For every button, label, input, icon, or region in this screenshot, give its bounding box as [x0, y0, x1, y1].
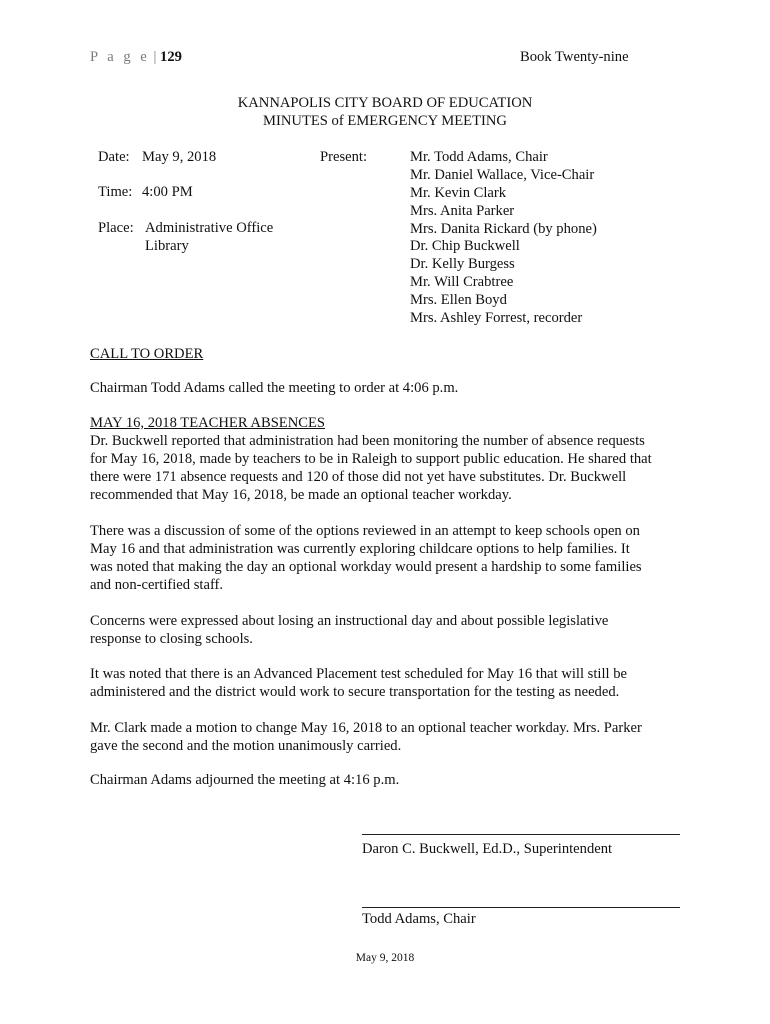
place-label: Place:	[98, 220, 134, 236]
present-member: Mrs. Anita Parker	[410, 202, 515, 219]
present-label: Present:	[320, 149, 368, 165]
chair-signature-name: Todd Adams, Chair	[362, 911, 476, 927]
paragraph-line: There was a discussion of some of the options reviewed in an attempt to keep schools open on	[90, 523, 640, 539]
adjournment-text: Chairman Adams adjourned the meeting at 4:16 p.m.	[90, 772, 400, 788]
document-subtitle: MINUTES of EMERGENCY MEETING	[263, 113, 507, 129]
present-member: Mrs. Ashley Forrest, recorder	[410, 310, 583, 327]
present-member: Dr. Kelly Burgess	[410, 256, 515, 273]
absences-heading: MAY 16, 2018 TEACHER ABSENCES	[90, 415, 326, 431]
present-member: Dr. Chip Buckwell	[410, 238, 520, 255]
paragraph-concerns	[90, 612, 690, 648]
present-member: Mr. Todd Adams, Chair	[410, 149, 548, 165]
page-number: 129	[160, 49, 182, 65]
paragraph-motion	[90, 719, 690, 755]
document-title: KANNAPOLIS CITY BOARD OF EDUCATION	[237, 95, 533, 111]
superintendent-signature-name: Daron C. Buckwell, Ed.D., Superintendent	[362, 841, 613, 857]
paragraph-line: recommended that May 16, 2018, be made an optional teacher workday.	[90, 487, 512, 503]
date-label: Date:	[98, 149, 130, 165]
call-to-order-heading: CALL TO ORDER	[90, 346, 204, 362]
paragraph-line: was noted that making the day an optional workday would present a hardship to some families	[90, 559, 642, 575]
place-value-line2: Library	[145, 238, 189, 254]
present-member: Mrs. Danita Rickard (by phone)	[410, 220, 597, 237]
paragraph-absence-report	[90, 432, 690, 504]
paragraph-line: there were 171 absence requests and 120 of those did not yet have substitutes. Dr. Buckwell	[90, 469, 627, 485]
present-member: Mr. Kevin Clark	[410, 184, 507, 201]
paragraph-line: response to closing schools.	[90, 631, 253, 647]
page-label: P a g e	[90, 49, 150, 65]
date-value: May 9, 2018	[142, 149, 217, 165]
present-member: Mr. Daniel Wallace, Vice-Chair	[410, 166, 595, 183]
present-list	[410, 148, 597, 327]
paragraph-line: Dr. Buckwell reported that administration had been monitoring the number of absence requests	[90, 433, 645, 449]
paragraph-line: It was noted that there is an Advanced Placement test scheduled for May 16 that will still be	[90, 666, 627, 682]
time-value: 4:00 PM	[142, 184, 193, 200]
place-value: Administrative Office	[145, 220, 274, 236]
signature-line-superintendent	[362, 834, 680, 835]
footer-date: May 9, 2018	[355, 952, 415, 964]
paragraph-line: Concerns were expressed about losing an instructional day and about possible legislative	[90, 613, 609, 629]
call-to-order-text: Chairman Todd Adams called the meeting to order at 4:06 p.m.	[90, 380, 459, 396]
signature-line-chair	[362, 907, 680, 908]
paragraph-line: May 16 and that administration was currently exploring childcare options to help families. It	[90, 541, 630, 557]
page-header-left	[90, 48, 182, 66]
paragraph-ap-test	[90, 665, 690, 701]
paragraph-line: for May 16, 2018, made by teachers to be in Raleigh to support public education. He shared that	[90, 451, 652, 467]
paragraph-line: administered and the district would work to secure transportation for the testing as needed.	[90, 684, 620, 700]
paragraph-discussion	[90, 522, 690, 594]
time-label: Time:	[98, 184, 133, 200]
page-separator: |	[153, 49, 157, 65]
book-label: Book Twenty-nine	[520, 49, 629, 65]
present-member: Mrs. Ellen Boyd	[410, 292, 507, 309]
present-member: Mr. Will Crabtree	[410, 274, 514, 291]
paragraph-line: and non-certified staff.	[90, 577, 224, 593]
paragraph-line: gave the second and the motion unanimously carried.	[90, 738, 402, 754]
paragraph-line: Mr. Clark made a motion to change May 16, 2018 to an optional teacher workday. Mrs. Parker	[90, 720, 642, 736]
